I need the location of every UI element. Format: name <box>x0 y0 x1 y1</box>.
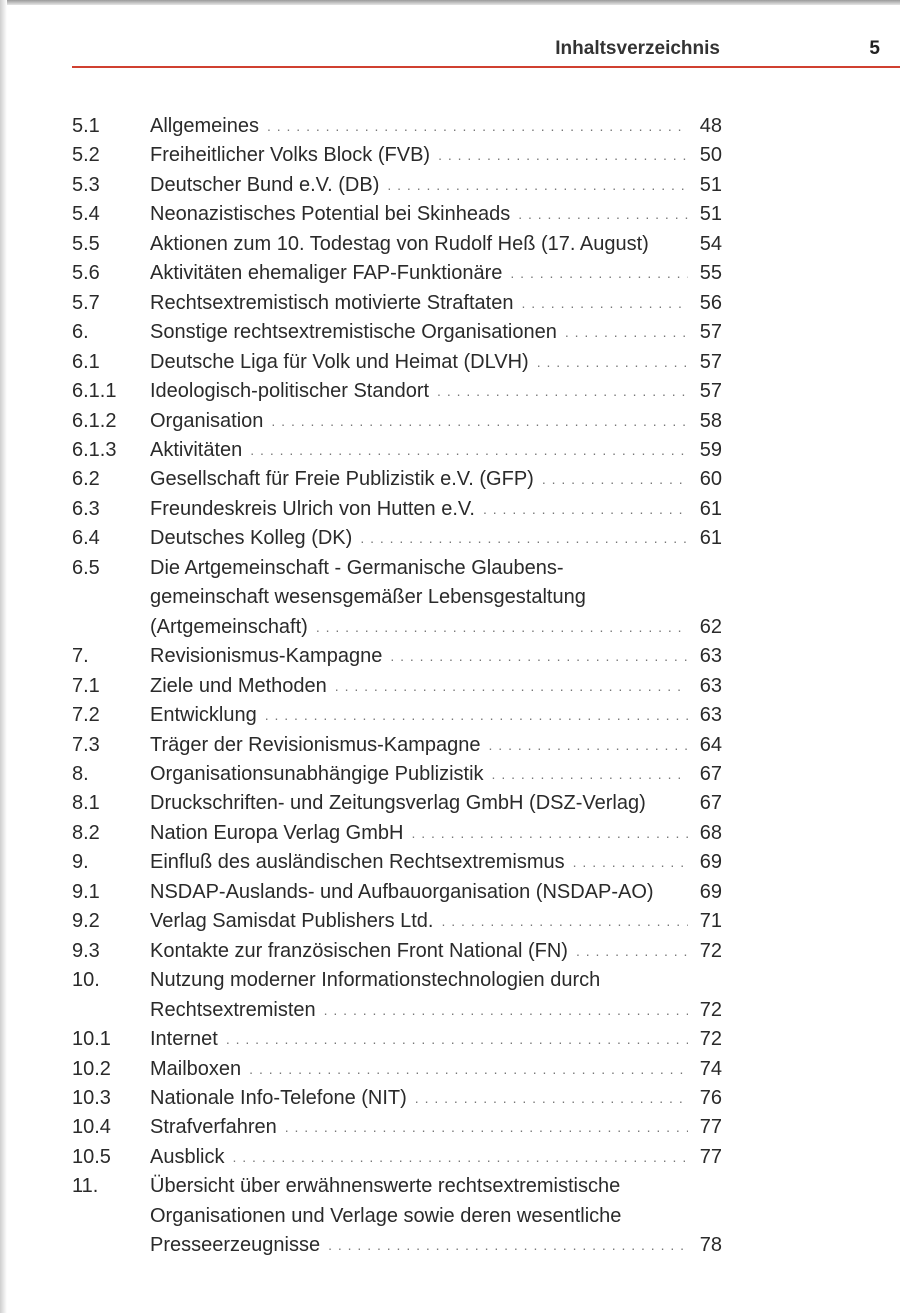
toc-entry-line <box>150 407 722 436</box>
toc-entry-body <box>150 701 722 730</box>
toc-entry-number: 6.1.1 <box>72 380 117 403</box>
toc-entry-body <box>150 348 722 377</box>
toc-entry-body <box>150 878 722 907</box>
toc-entry-title: Deutscher Bund e.V. (DB) <box>150 173 380 196</box>
toc-entry-body <box>150 318 722 347</box>
toc-entry-line <box>150 819 722 848</box>
toc-entry <box>72 966 722 1025</box>
toc-entry-line <box>150 1055 722 1084</box>
toc-entry-title: Deutsche Liga für Volk und Heimat (DLVH) <box>150 350 529 373</box>
toc-entry-title: Presseerzeugnisse <box>150 1234 321 1257</box>
toc-entry-title: Ideologisch-politischer Standort <box>150 380 430 403</box>
toc-entry-body <box>150 966 722 1025</box>
dot-leader <box>542 465 688 494</box>
toc-entry <box>72 230 722 259</box>
toc-entry <box>72 1113 722 1142</box>
toc-entry <box>72 465 722 494</box>
running-header-title: Inhaltsverzeichnis <box>555 38 720 59</box>
toc-entry-page: 72 <box>699 1028 722 1051</box>
toc-entry-page: 59 <box>699 438 722 461</box>
toc-entry-title: Revisionismus-Kampagne <box>150 645 383 668</box>
toc-entry-body <box>150 200 722 229</box>
toc-entry-title: Aktionen zum 10. Todestag von Rudolf Heß (17. August) <box>150 232 649 255</box>
toc-entry-page: 63 <box>699 645 722 668</box>
toc-entry <box>72 259 722 288</box>
toc-entry-page: 67 <box>699 762 722 785</box>
toc-entry-line <box>150 1113 722 1142</box>
toc-entry <box>72 731 722 760</box>
toc-entry-page: 60 <box>699 468 722 491</box>
toc-entry-line <box>150 436 722 465</box>
dot-leader <box>360 524 688 553</box>
toc-entry <box>72 318 722 347</box>
toc-entry-body <box>150 289 722 318</box>
toc-entry-number: 10. <box>72 969 100 992</box>
toc-entry-title: NSDAP-Auslands- und Aufbauorganisation (NSDAP-AO) <box>150 880 654 903</box>
toc-entry-line <box>150 141 722 170</box>
toc-entry-title: Rechtsextremistisch motivierte Straftaten <box>150 291 514 314</box>
toc-entry-number: 7.1 <box>72 674 100 697</box>
toc-entry-page: 64 <box>699 733 722 756</box>
toc-entry-line <box>150 672 722 701</box>
toc-entry-title: Druckschriften- und Zeitungsverlag GmbH (DSZ-Verlag) <box>150 792 646 815</box>
page-left-edge <box>0 0 7 1313</box>
toc-entry-page: 77 <box>699 1145 722 1168</box>
toc-entry <box>72 907 722 936</box>
toc-entry <box>72 1172 722 1260</box>
dot-leader <box>483 495 688 524</box>
toc-entry-line <box>150 259 722 288</box>
toc-entry <box>72 407 722 436</box>
toc-entry-page: 61 <box>699 527 722 550</box>
dot-leader <box>265 701 688 730</box>
toc-entry <box>72 672 722 701</box>
toc-entry-line <box>150 230 722 259</box>
toc-entry <box>72 701 722 730</box>
toc-entry-line <box>150 760 722 789</box>
toc-entry-line <box>150 1025 722 1054</box>
toc-entry-body <box>150 789 722 818</box>
toc-entry-number: 6.4 <box>72 527 100 550</box>
toc-entry-body <box>150 407 722 436</box>
toc-entry <box>72 377 722 406</box>
toc-entry-page: 69 <box>699 851 722 874</box>
toc-entry-title: Nationale Info-Telefone (NIT) <box>150 1086 407 1109</box>
toc-entry-line <box>150 289 722 318</box>
toc-entry-line <box>150 642 722 671</box>
toc-entry-line <box>150 171 722 200</box>
toc-entry-number: 5.3 <box>72 173 100 196</box>
toc-entry-number: 6. <box>72 321 89 344</box>
toc-entry-title: Aktivitäten ehemaliger FAP-Funktionäre <box>150 262 503 285</box>
dot-leader <box>232 1143 688 1172</box>
dot-leader <box>510 259 688 288</box>
toc-entry-title: Ziele und Methoden <box>150 674 327 697</box>
toc-entry <box>72 171 722 200</box>
toc-entry <box>72 200 722 229</box>
dot-leader <box>390 642 688 671</box>
toc-entry-body <box>150 937 722 966</box>
toc-entry-line <box>150 1202 722 1231</box>
toc-entry-number: 10.4 <box>72 1116 111 1139</box>
page-top-shadow <box>0 0 900 5</box>
toc-entry-body <box>150 731 722 760</box>
toc-entry-line <box>150 465 722 494</box>
toc-entry <box>72 1025 722 1054</box>
toc-entry-number: 10.5 <box>72 1145 111 1168</box>
toc-entry-page: 76 <box>699 1086 722 1109</box>
spacer <box>649 230 692 259</box>
toc-entry-body <box>150 1143 722 1172</box>
toc-entry-line <box>150 583 722 612</box>
toc-entry-number: 5.6 <box>72 262 100 285</box>
toc-entry-title: Freundeskreis Ulrich von Hutten e.V. <box>150 497 475 520</box>
toc-entry-body <box>150 1084 722 1113</box>
toc-entry <box>72 141 722 170</box>
toc-entry-number: 5.4 <box>72 203 100 226</box>
toc-entry-page: 69 <box>699 880 722 903</box>
toc-entry-number: 6.5 <box>72 556 100 579</box>
toc-entry-title: Kontakte zur französischen Front National (FN) <box>150 939 568 962</box>
dot-leader <box>537 348 688 377</box>
toc-entry-body <box>150 1172 722 1260</box>
toc-entry-title: Internet <box>150 1028 218 1051</box>
toc-entry-body <box>150 377 722 406</box>
toc-entry-page: 57 <box>699 380 722 403</box>
toc-entry-line <box>150 524 722 553</box>
dot-leader <box>226 1025 688 1054</box>
toc-entry-body <box>150 112 722 141</box>
dot-leader <box>492 760 688 789</box>
toc-entry-title: Strafverfahren <box>150 1116 277 1139</box>
toc-entry-line <box>150 112 722 141</box>
toc-entry-number: 8.2 <box>72 821 100 844</box>
toc-entry-line <box>150 937 722 966</box>
toc-entry-line <box>150 701 722 730</box>
toc-entry-page: 63 <box>699 704 722 727</box>
toc-entry-page: 55 <box>699 262 722 285</box>
toc-entry <box>72 1143 722 1172</box>
toc-entry-line <box>150 789 722 818</box>
toc-entry <box>72 937 722 966</box>
toc-entry <box>72 642 722 671</box>
toc-entry-number: 8.1 <box>72 792 100 815</box>
toc-entry-body <box>150 465 722 494</box>
toc-entry <box>72 554 722 642</box>
toc-entry-number: 10.3 <box>72 1086 111 1109</box>
toc-entry-body <box>150 642 722 671</box>
toc-entry-body <box>150 495 722 524</box>
toc-entry-page: 51 <box>699 203 722 226</box>
toc-entry-page: 48 <box>699 115 722 137</box>
toc-entry-title: Einfluß des ausländischen Rechtsextremismus <box>150 851 565 874</box>
toc-entry-body <box>150 672 722 701</box>
toc-entry-title: Organisationen und Verlage sowie deren wesentliche <box>150 1204 622 1227</box>
toc-entry-number: 10.1 <box>72 1028 111 1051</box>
toc-entry-body <box>150 554 722 642</box>
header-rule <box>72 66 900 68</box>
dot-leader <box>438 141 688 170</box>
dot-leader <box>387 171 688 200</box>
toc-entry-title: Aktivitäten <box>150 438 243 461</box>
dot-leader <box>442 907 689 936</box>
toc-entry <box>72 289 722 318</box>
toc-entry-body <box>150 436 722 465</box>
toc-entry-page: 50 <box>699 144 722 167</box>
dot-leader <box>576 937 688 966</box>
dot-leader <box>518 200 688 229</box>
toc-entry <box>72 789 722 818</box>
toc-entry-line <box>150 996 722 1025</box>
toc-entry <box>72 819 722 848</box>
toc-entry-number: 6.1.3 <box>72 438 117 461</box>
toc-entry <box>72 436 722 465</box>
toc-entry-body <box>150 230 722 259</box>
toc-entry-title: Sonstige rechtsextremistische Organisationen <box>150 321 557 344</box>
toc-entry-title: Nation Europa Verlag GmbH <box>150 821 404 844</box>
dot-leader <box>565 318 688 347</box>
toc-entry-line <box>150 348 722 377</box>
toc-entry-number: 9.1 <box>72 880 100 903</box>
toc-entry-title: Ausblick <box>150 1145 225 1168</box>
toc-entry-body <box>150 907 722 936</box>
dot-leader <box>267 112 688 141</box>
toc-entry-page: 57 <box>699 321 722 344</box>
dot-leader <box>249 1055 688 1084</box>
dot-leader <box>573 848 688 877</box>
toc-entry-title: Rechtsextremisten <box>150 998 316 1021</box>
toc-entry-page: 72 <box>699 998 722 1021</box>
toc-entry-number: 6.3 <box>72 497 100 520</box>
toc-entry-page: 51 <box>699 173 722 196</box>
toc-entry-body <box>150 259 722 288</box>
toc-entry-title: Mailboxen <box>150 1057 242 1080</box>
toc-entry-line <box>150 1172 722 1201</box>
dot-leader <box>316 613 688 642</box>
toc-entry-body <box>150 848 722 877</box>
toc-entry-line <box>150 966 722 995</box>
toc-entry <box>72 524 722 553</box>
toc-entry-body <box>150 1025 722 1054</box>
toc-entry-number: 10.2 <box>72 1057 111 1080</box>
toc-entry <box>72 878 722 907</box>
toc-entry-body <box>150 1113 722 1142</box>
toc-entry-page: 77 <box>699 1116 722 1139</box>
toc-entry-number: 6.1 <box>72 350 100 373</box>
dot-leader <box>324 996 688 1025</box>
toc-entry-number: 5.1 <box>72 115 100 137</box>
toc-entry-page: 61 <box>699 497 722 520</box>
toc-entry-number: 5.2 <box>72 144 100 167</box>
toc-entry-title: Träger der Revisionismus-Kampagne <box>150 733 481 756</box>
toc-entry-page: 72 <box>699 939 722 962</box>
dot-leader <box>250 436 688 465</box>
toc-entry <box>72 1055 722 1084</box>
toc-entry-number: 9. <box>72 851 89 874</box>
toc-entry-number: 7.3 <box>72 733 100 756</box>
dot-leader <box>285 1113 688 1142</box>
toc-entry-title: Organisation <box>150 409 264 432</box>
toc-entry <box>72 495 722 524</box>
toc-entry-page: 68 <box>699 821 722 844</box>
toc-entry-page: 58 <box>699 409 722 432</box>
toc-entry <box>72 1084 722 1113</box>
toc-entry-page: 74 <box>699 1057 722 1080</box>
toc-entry-body <box>150 1055 722 1084</box>
toc-entry-line <box>150 200 722 229</box>
toc-entry-number: 7. <box>72 645 89 668</box>
toc-entry-title: Die Artgemeinschaft - Germanische Glaubens- <box>150 556 564 579</box>
toc-entry-title: gemeinschaft wesensgemäßer Lebensgestaltung <box>150 586 586 609</box>
toc-entry-line <box>150 731 722 760</box>
toc-entry-page: 57 <box>699 350 722 373</box>
spacer <box>654 878 692 907</box>
toc-entry-line <box>150 495 722 524</box>
dot-leader <box>437 377 688 406</box>
toc-entry-page: 56 <box>699 291 722 314</box>
toc-entry-line <box>150 377 722 406</box>
toc-entry <box>72 848 722 877</box>
toc-entry-title: Gesellschaft für Freie Publizistik e.V. (GFP) <box>150 468 534 491</box>
toc-entry <box>72 112 722 141</box>
dot-leader <box>415 1084 688 1113</box>
dot-leader <box>521 289 688 318</box>
dot-leader <box>411 819 688 848</box>
toc-entry-body <box>150 819 722 848</box>
toc-entry-title: Neonazistisches Potential bei Skinheads <box>150 203 511 226</box>
toc-entry-body <box>150 141 722 170</box>
toc-entry-line <box>150 1143 722 1172</box>
toc-entry-number: 9.2 <box>72 910 100 933</box>
toc-entry-number: 8. <box>72 762 89 785</box>
page-number: 5 <box>869 38 880 59</box>
dot-leader <box>271 407 688 436</box>
toc-entry-number: 11. <box>72 1175 99 1198</box>
toc-entry-page: 71 <box>699 910 722 933</box>
toc-entry-page: 62 <box>699 615 722 638</box>
toc-entry-title: Deutsches Kolleg (DK) <box>150 527 353 550</box>
toc-entry <box>72 348 722 377</box>
toc-entry-title: Verlag Samisdat Publishers Ltd. <box>150 910 434 933</box>
toc-entry-body <box>150 524 722 553</box>
toc-entry-line <box>150 613 722 642</box>
toc-entry-line <box>150 554 722 583</box>
toc-entry-line <box>150 907 722 936</box>
toc-entry-page: 54 <box>699 232 722 255</box>
toc-entry-body <box>150 760 722 789</box>
toc-entry-title: (Artgemeinschaft) <box>150 615 308 638</box>
toc-entry-line <box>150 878 722 907</box>
toc-entry-title: Entwicklung <box>150 704 257 727</box>
toc-entry-line <box>150 1231 722 1260</box>
toc-entry-line <box>150 1084 722 1113</box>
dot-leader <box>335 672 688 701</box>
toc-entry-page: 78 <box>699 1234 722 1257</box>
toc-entry-page: 63 <box>699 674 722 697</box>
toc-entry <box>72 760 722 789</box>
toc-entry-title: Organisationsunabhängige Publizistik <box>150 762 484 785</box>
toc-entry-number: 6.2 <box>72 468 100 491</box>
toc-entry-number: 5.5 <box>72 232 100 255</box>
toc-entry-number: 7.2 <box>72 704 100 727</box>
toc-entry-page: 67 <box>699 792 722 815</box>
toc-entry-title: Nutzung moderner Informationstechnologien durch <box>150 969 601 992</box>
toc-entry-number: 6.1.2 <box>72 409 117 432</box>
dot-leader <box>328 1231 688 1260</box>
toc-entry-number: 5.7 <box>72 291 100 314</box>
toc-entry-line <box>150 318 722 347</box>
spacer <box>646 789 692 818</box>
toc-entry-number: 9.3 <box>72 939 100 962</box>
toc-entry-line <box>150 848 722 877</box>
toc-entry-title: Freiheitlicher Volks Block (FVB) <box>150 144 431 167</box>
toc-entry-body <box>150 171 722 200</box>
table-of-contents <box>72 112 722 1261</box>
toc-entry-title: Übersicht über erwähnenswerte rechtsextremistische <box>150 1175 621 1198</box>
toc-entry-title: Allgemeines <box>150 115 259 137</box>
dot-leader <box>489 731 688 760</box>
